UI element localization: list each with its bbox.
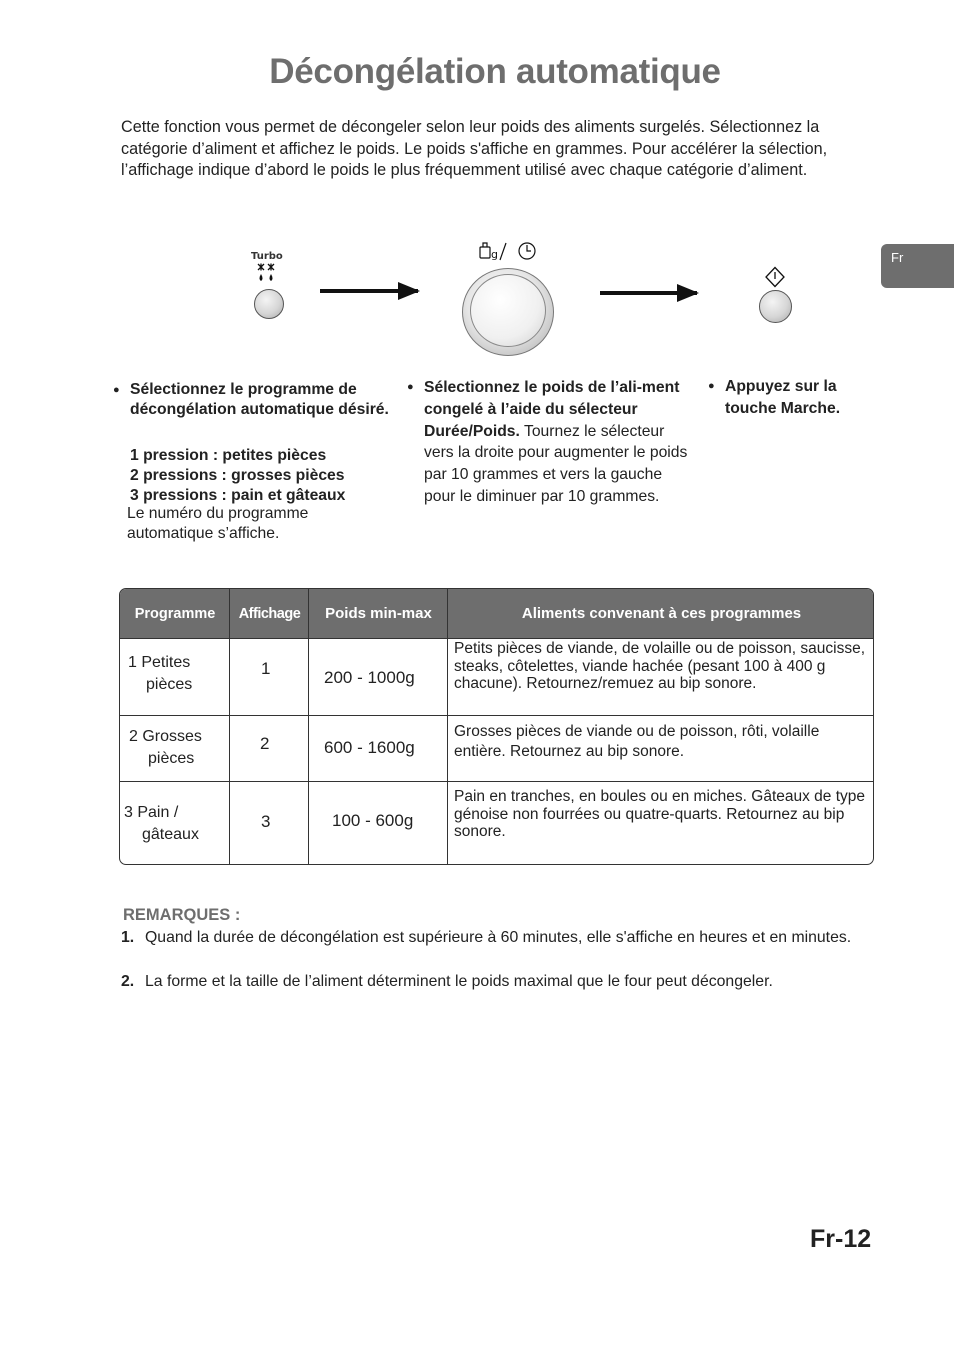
header-affichage: Affichage [238, 605, 301, 622]
arrow-right-icon [320, 289, 418, 293]
weight-clock-icon [478, 240, 540, 267]
turbo-label: Turbo [251, 251, 283, 262]
row-1-poids: 200 - 1000g [324, 668, 415, 687]
program-table [119, 588, 874, 865]
step-2-text: Tournez le sélecteur vers la droite pour augmenter le poids par 10 grammes et vers la gauche pour le diminuer par 10 grammes. [424, 422, 688, 505]
table-divider [229, 589, 230, 865]
step-1-bold: Sélectionnez le programme de décongélation automatique désiré. [130, 381, 389, 418]
page-number: Fr-12 [810, 1225, 872, 1253]
row-1-affichage: 1 [261, 659, 271, 678]
row-2-programme: 2 Grosses [129, 728, 202, 745]
row-2-poids: 600 - 1600g [324, 738, 415, 757]
remark-text: Quand la durée de décongélation est supérieure à 60 minutes, elle s'affiche en heures et en minutes. [145, 929, 852, 946]
step-3-bold: Appuyez sur la touche Marche. [725, 378, 841, 417]
step-3-instruction [708, 376, 885, 419]
remarks-title: REMARQUES : [123, 906, 241, 924]
row-1-programme-2: pièces [146, 676, 193, 693]
row-2-programme-2: pièces [148, 750, 195, 767]
header-aliments: Aliments convenant à ces programmes [521, 605, 802, 622]
header-poids: Poids min-max [325, 605, 432, 622]
row-3-programme: 3 Pain / [124, 804, 179, 821]
table-divider [308, 589, 309, 865]
option-line: 2 pressions : grosses pièces [130, 466, 345, 484]
table-header [120, 589, 873, 638]
svg-text:g: g [491, 248, 498, 261]
page-title: Décongélation automatique [269, 52, 721, 91]
dial-knob[interactable] [470, 274, 546, 347]
row-2-affichage: 2 [260, 734, 270, 753]
step-1-options [130, 446, 390, 505]
row-1-aliments: Petits pièces de viande, de volaille ou de poisson, saucisse, steaks, côtelettes, viande hachée (pesant 100 à 400 g chacune). Retournez/remuez au bip sonore. [454, 640, 865, 692]
bullet-icon: ● [407, 381, 414, 393]
intro-paragraph: Cette fonction vous permet de décongeler selon leur poids des aliments surgelés. Sélectionnez la catégorie d’aliment et affichez le poids. Le poids s'affiche en grammes. Pour accélérer la sélection, l’affichage indique d’abord le poids le plus fréquemment utilisé avec chaque catégorie d’aliment. [121, 118, 828, 180]
step-1-instruction [113, 380, 390, 420]
bullet-icon: ● [708, 380, 715, 392]
option-line: 3 pressions : pain et gâteaux [130, 486, 346, 504]
remark-item [121, 927, 875, 949]
bullet-icon: ● [113, 384, 120, 396]
row-3-programme-2: gâteaux [142, 826, 199, 843]
remark-item [121, 971, 875, 993]
table-divider [120, 715, 873, 716]
step-2-instruction [407, 377, 689, 508]
option-line: 1 pression : petites pièces [130, 447, 327, 464]
row-3-affichage: 3 [261, 812, 271, 831]
table-divider [120, 781, 873, 782]
language-tab-label: Fr [891, 250, 904, 265]
row-3-poids: 100 - 600g [332, 811, 414, 830]
row-2-aliments: Grosses pièces de viande ou de poisson, rôti, volaille entière. Retournez au bip sonore. [454, 723, 820, 760]
snowflake-drops-icon [254, 262, 280, 291]
start-button[interactable] [759, 290, 792, 323]
row-1-programme: 1 Petites [128, 654, 191, 671]
start-diamond-icon [764, 266, 786, 293]
table-divider [447, 589, 448, 865]
remark-number: 1. [121, 929, 135, 946]
language-tab [881, 244, 954, 288]
header-programme: Programme [134, 605, 216, 622]
remark-text: La forme et la taille de l’aliment déterminent le poids maximal que le four peut décongeler. [145, 973, 773, 990]
step-2-bold: Sélectionnez le poids de l’ali-ment congelé à l’aide du sélecteur Durée/Poids. [424, 379, 680, 440]
arrow-right-icon [600, 291, 697, 295]
turbo-defrost-button[interactable] [254, 289, 284, 319]
row-3-aliments: Pain en tranches, en boules ou en miches. Gâteaux de type génoise non fourrées ou quatre-quarts. Retournez au bip sonore. [454, 788, 866, 840]
step-1-note: Le numéro du programme automatique s’affiche. [127, 505, 309, 542]
remark-number: 2. [121, 973, 135, 990]
